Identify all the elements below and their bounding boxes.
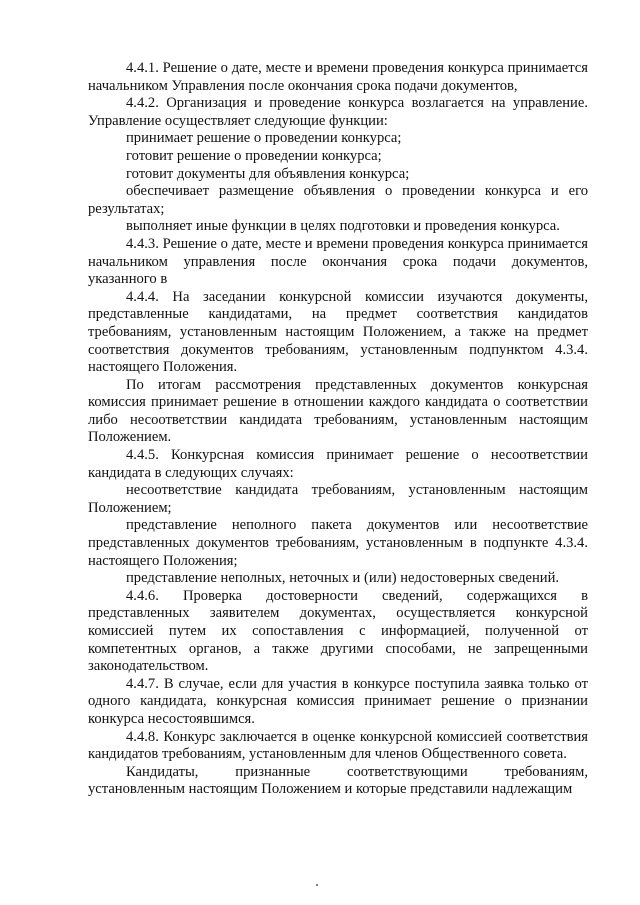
paragraph-4-4-4: 4.4.4. На заседании конкурсной комиссии изучаются документы, представленные кандидатами, на предмет соответствия кандидатов требованиям, установленным настоящим Положением, а также на предмет соответствия документов требованиям, установленным подпунктом 4.3.4. настоящего Положения. xyxy=(88,288,588,376)
document-page xyxy=(88,60,588,799)
paragraph-4-4-5: 4.4.5. Конкурсная комиссия принимает решение о несоответствии кандидата в следующих случаях: xyxy=(88,447,588,481)
list-item-function: обеспечивает размещение объявления о проведении конкурса и его результатах; xyxy=(88,183,588,217)
list-item-case: представление неполных, неточных и (или) недостоверных сведений. xyxy=(126,570,560,587)
paragraph-candidates: Кандидаты, признанные соответствующими требованиям, установленным настоящим Положением и которые представили надлежащим xyxy=(88,763,588,798)
page-mark xyxy=(316,884,318,886)
list-item-case: представление неполного пакета документов или несоответствие представленных документов требованиям, установленным в подпункте 4.3.4. настоящего Положения; xyxy=(88,517,588,569)
list-item-function: выполняет иные функции в целях подготовки и проведения конкурса. xyxy=(126,218,560,235)
list-item-function: готовит документы для объявления конкурса; xyxy=(126,165,410,182)
paragraph-4-4-2: 4.4.2. Организация и проведение конкурса возлагается на управление. Управление осуществляет следующие функции: xyxy=(88,95,588,129)
paragraph-results: По итогам рассмотрения представленных документов конкурсная комиссия принимает решение в отношении каждого кандидата о соответствии либо несоответствии кандидата требованиям, установленным настоящим Положением. xyxy=(88,376,588,446)
paragraph-4-4-6: 4.4.6. Проверка достоверности сведений, содержащихся в представленных заявителем документах, осуществляется конкурсной комиссией путем их сопоставления с информацией, полученной от компетентных органов, а также другими способами, не запрещенными законодательством. xyxy=(88,587,588,675)
paragraph-4-4-8: 4.4.8. Конкурс заключается в оценке конкурсной комиссией соответствия кандидатов требованиям, установленным для членов Общественного совета. xyxy=(88,728,588,763)
paragraph-4-4-7: 4.4.7. В случае, если для участия в конкурсе поступила заявка только от одного кандидата, конкурсная комиссия принимает решение о признании конкурса несостоявшимся. xyxy=(88,675,588,727)
paragraph-4-4-1: 4.4.1. Решение о дате, месте и времени проведения конкурса принимается начальником Управления после окончания срока подачи документов, xyxy=(88,60,588,94)
list-item-case: несоответствие кандидата требованиям, установленным настоящим Положением; xyxy=(88,482,588,516)
list-item-function: принимает решение о проведении конкурса; xyxy=(126,130,402,147)
list-item-function: готовит решение о проведении конкурса; xyxy=(126,147,382,164)
paragraph-4-4-3: 4.4.3. Решение о дате, месте и времени проведения конкурса принимается начальником управления после окончания срока подачи документов, указанного в xyxy=(88,235,588,288)
